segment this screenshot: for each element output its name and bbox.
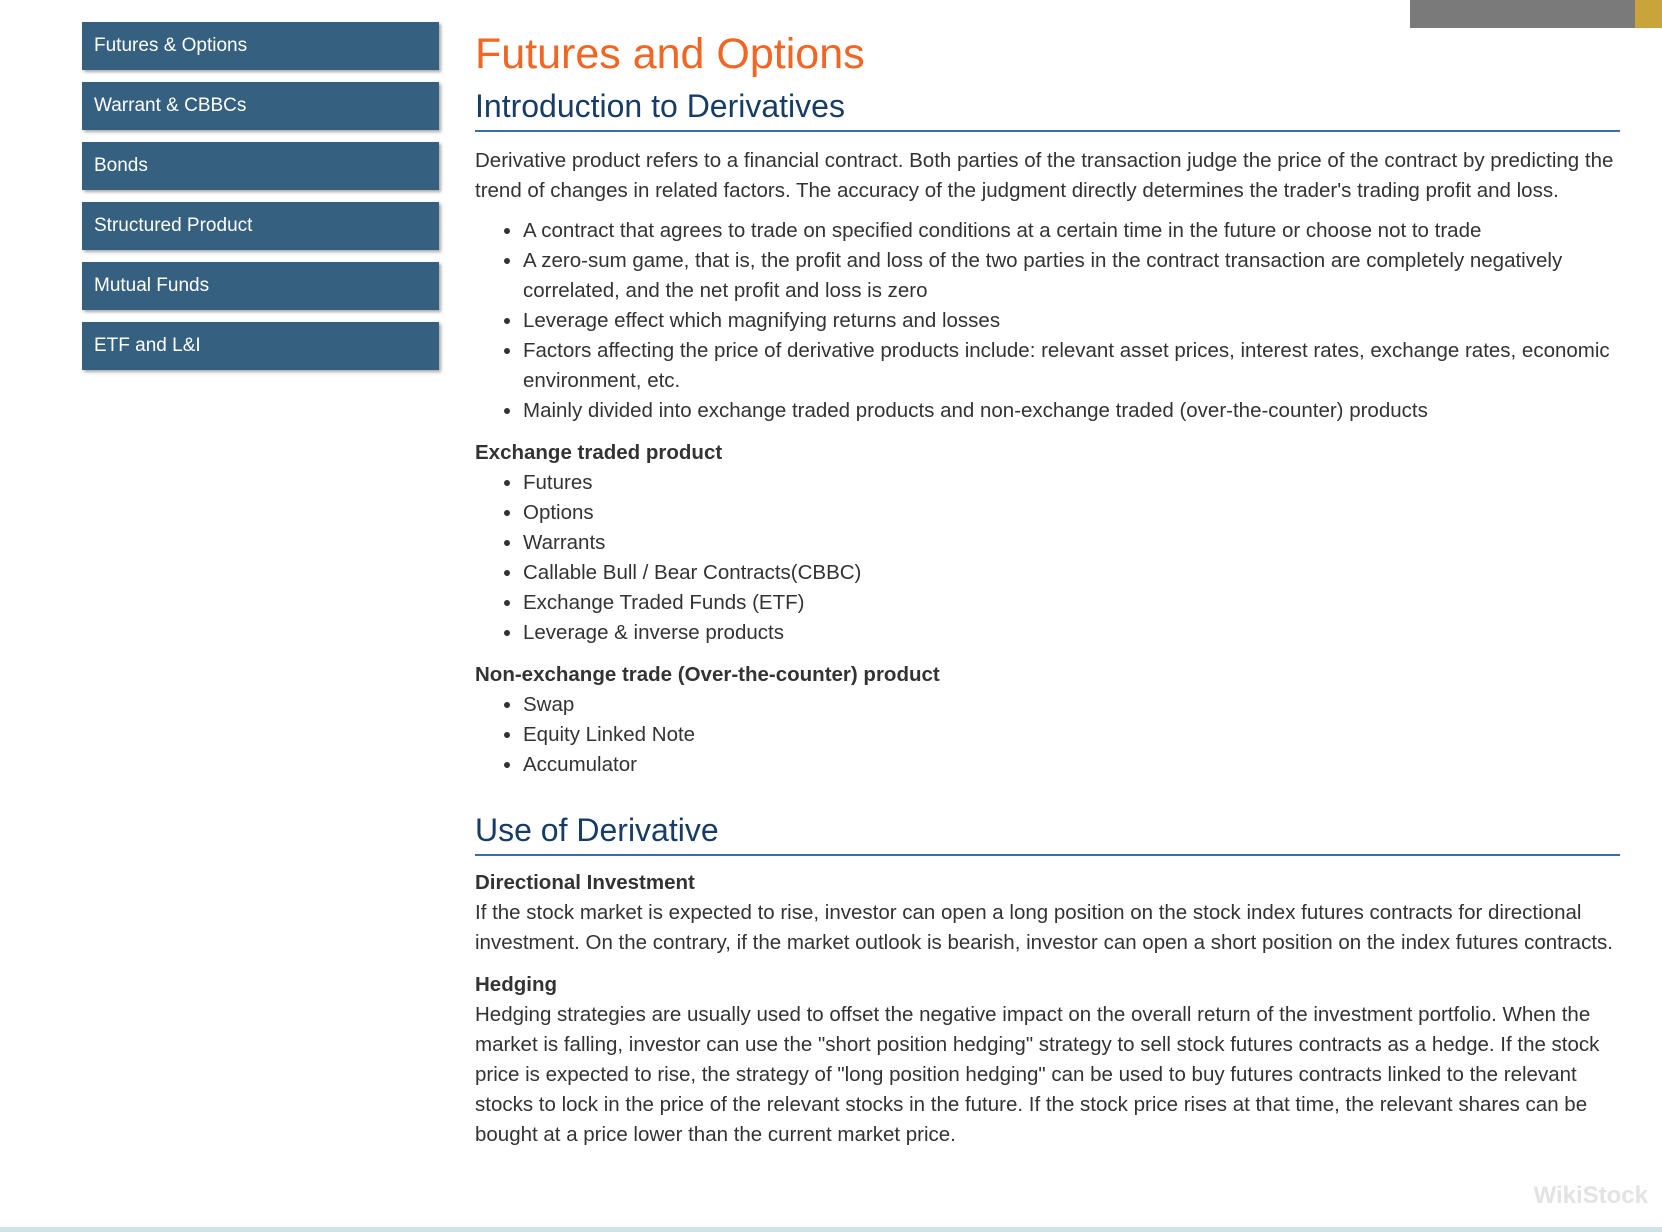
list-item: • Futures xyxy=(523,468,1620,498)
list-item: • Mainly divided into exchange traded products and non-exchange traded (over-the-counter) products xyxy=(523,396,1620,426)
intro-paragraph: Derivative product refers to a financial contract. Both parties of the transaction judge the price of the contract by predicting the trend of changes in related factors. The accuracy of the judgment directly determines the trader's trading profit and loss. xyxy=(475,149,1614,202)
list-item: • A zero-sum game, that is, the profit and loss of the two parties in the contract transaction are completely negatively correlated, and the net profit and loss is zero xyxy=(523,246,1620,306)
list-item: • Equity Linked Note xyxy=(523,720,1620,750)
directional-investment-text: If the stock market is expected to rise, investor can open a long position on the stock index futures contracts for directional investment. On the contrary, if the market outlook is bearish, investor can open a short position on the index futures contracts. xyxy=(475,901,1613,954)
sidebar-item-futures-options[interactable]: Futures & Options xyxy=(82,22,439,70)
list-item: • Leverage & inverse products xyxy=(523,618,1620,648)
page-title: Futures and Options xyxy=(475,30,865,78)
bottom-divider xyxy=(0,1227,1662,1232)
list-item: • A contract that agrees to trade on specified conditions at a certain time in the future or choose not to trade xyxy=(523,216,1620,246)
sidebar-item-bonds[interactable]: Bonds xyxy=(82,142,439,190)
sidebar-item-etf-li[interactable]: ETF and L&I xyxy=(82,322,439,370)
sidebar-nav xyxy=(82,22,439,382)
list-item: • Factors affecting the price of derivative products include: relevant asset prices, interest rates, exchange rates, economic environment, etc. xyxy=(523,336,1620,396)
otc-heading: Non-exchange trade (Over-the-counter) product xyxy=(475,663,940,686)
sidebar-item-warrant-cbbcs[interactable]: Warrant & CBBCs xyxy=(82,82,439,130)
hedging-heading: Hedging xyxy=(475,973,557,996)
list-item: • Callable Bull / Bear Contracts(CBBC) xyxy=(523,558,1620,588)
section-title-introduction: Introduction to Derivatives xyxy=(475,86,1620,132)
section-title-use-of-derivative: Use of Derivative xyxy=(475,810,1620,856)
list-item: • Accumulator xyxy=(523,750,1620,780)
hedging-text: Hedging strategies are usually used to offset the negative impact on the overall return of the investment portfolio. When the market is falling, investor can use the "short position hedging" strategy to sell stock futures contracts as a hedge. If the stock price is expected to rise, the strategy of "long position hedging" can be used to buy futures contracts linked to the relevant stocks to lock in the price of the relevant stocks in the future. If the stock price rises at that time, the relevant shares can be bought at a price lower than the current market price. xyxy=(475,1003,1600,1146)
list-item: • Warrants xyxy=(523,528,1620,558)
list-item: • Leverage effect which magnifying returns and losses xyxy=(523,306,1620,336)
intro-bullet-list xyxy=(475,216,1620,426)
watermark-logo: WikiStock xyxy=(1533,1182,1648,1209)
sidebar-item-mutual-funds[interactable]: Mutual Funds xyxy=(82,262,439,310)
main-content xyxy=(475,26,1620,1150)
sidebar-item-structured-product[interactable]: Structured Product xyxy=(82,202,439,250)
list-item: • Swap xyxy=(523,690,1620,720)
directional-investment-heading: Directional Investment xyxy=(475,871,695,894)
otc-list xyxy=(475,690,1620,780)
list-item: • Options xyxy=(523,498,1620,528)
top-toolbar[interactable] xyxy=(1410,0,1635,28)
exchange-traded-list xyxy=(475,468,1620,648)
list-item: • Exchange Traded Funds (ETF) xyxy=(523,588,1620,618)
exchange-traded-heading: Exchange traded product xyxy=(475,441,723,464)
top-badge-icon[interactable] xyxy=(1635,0,1662,28)
